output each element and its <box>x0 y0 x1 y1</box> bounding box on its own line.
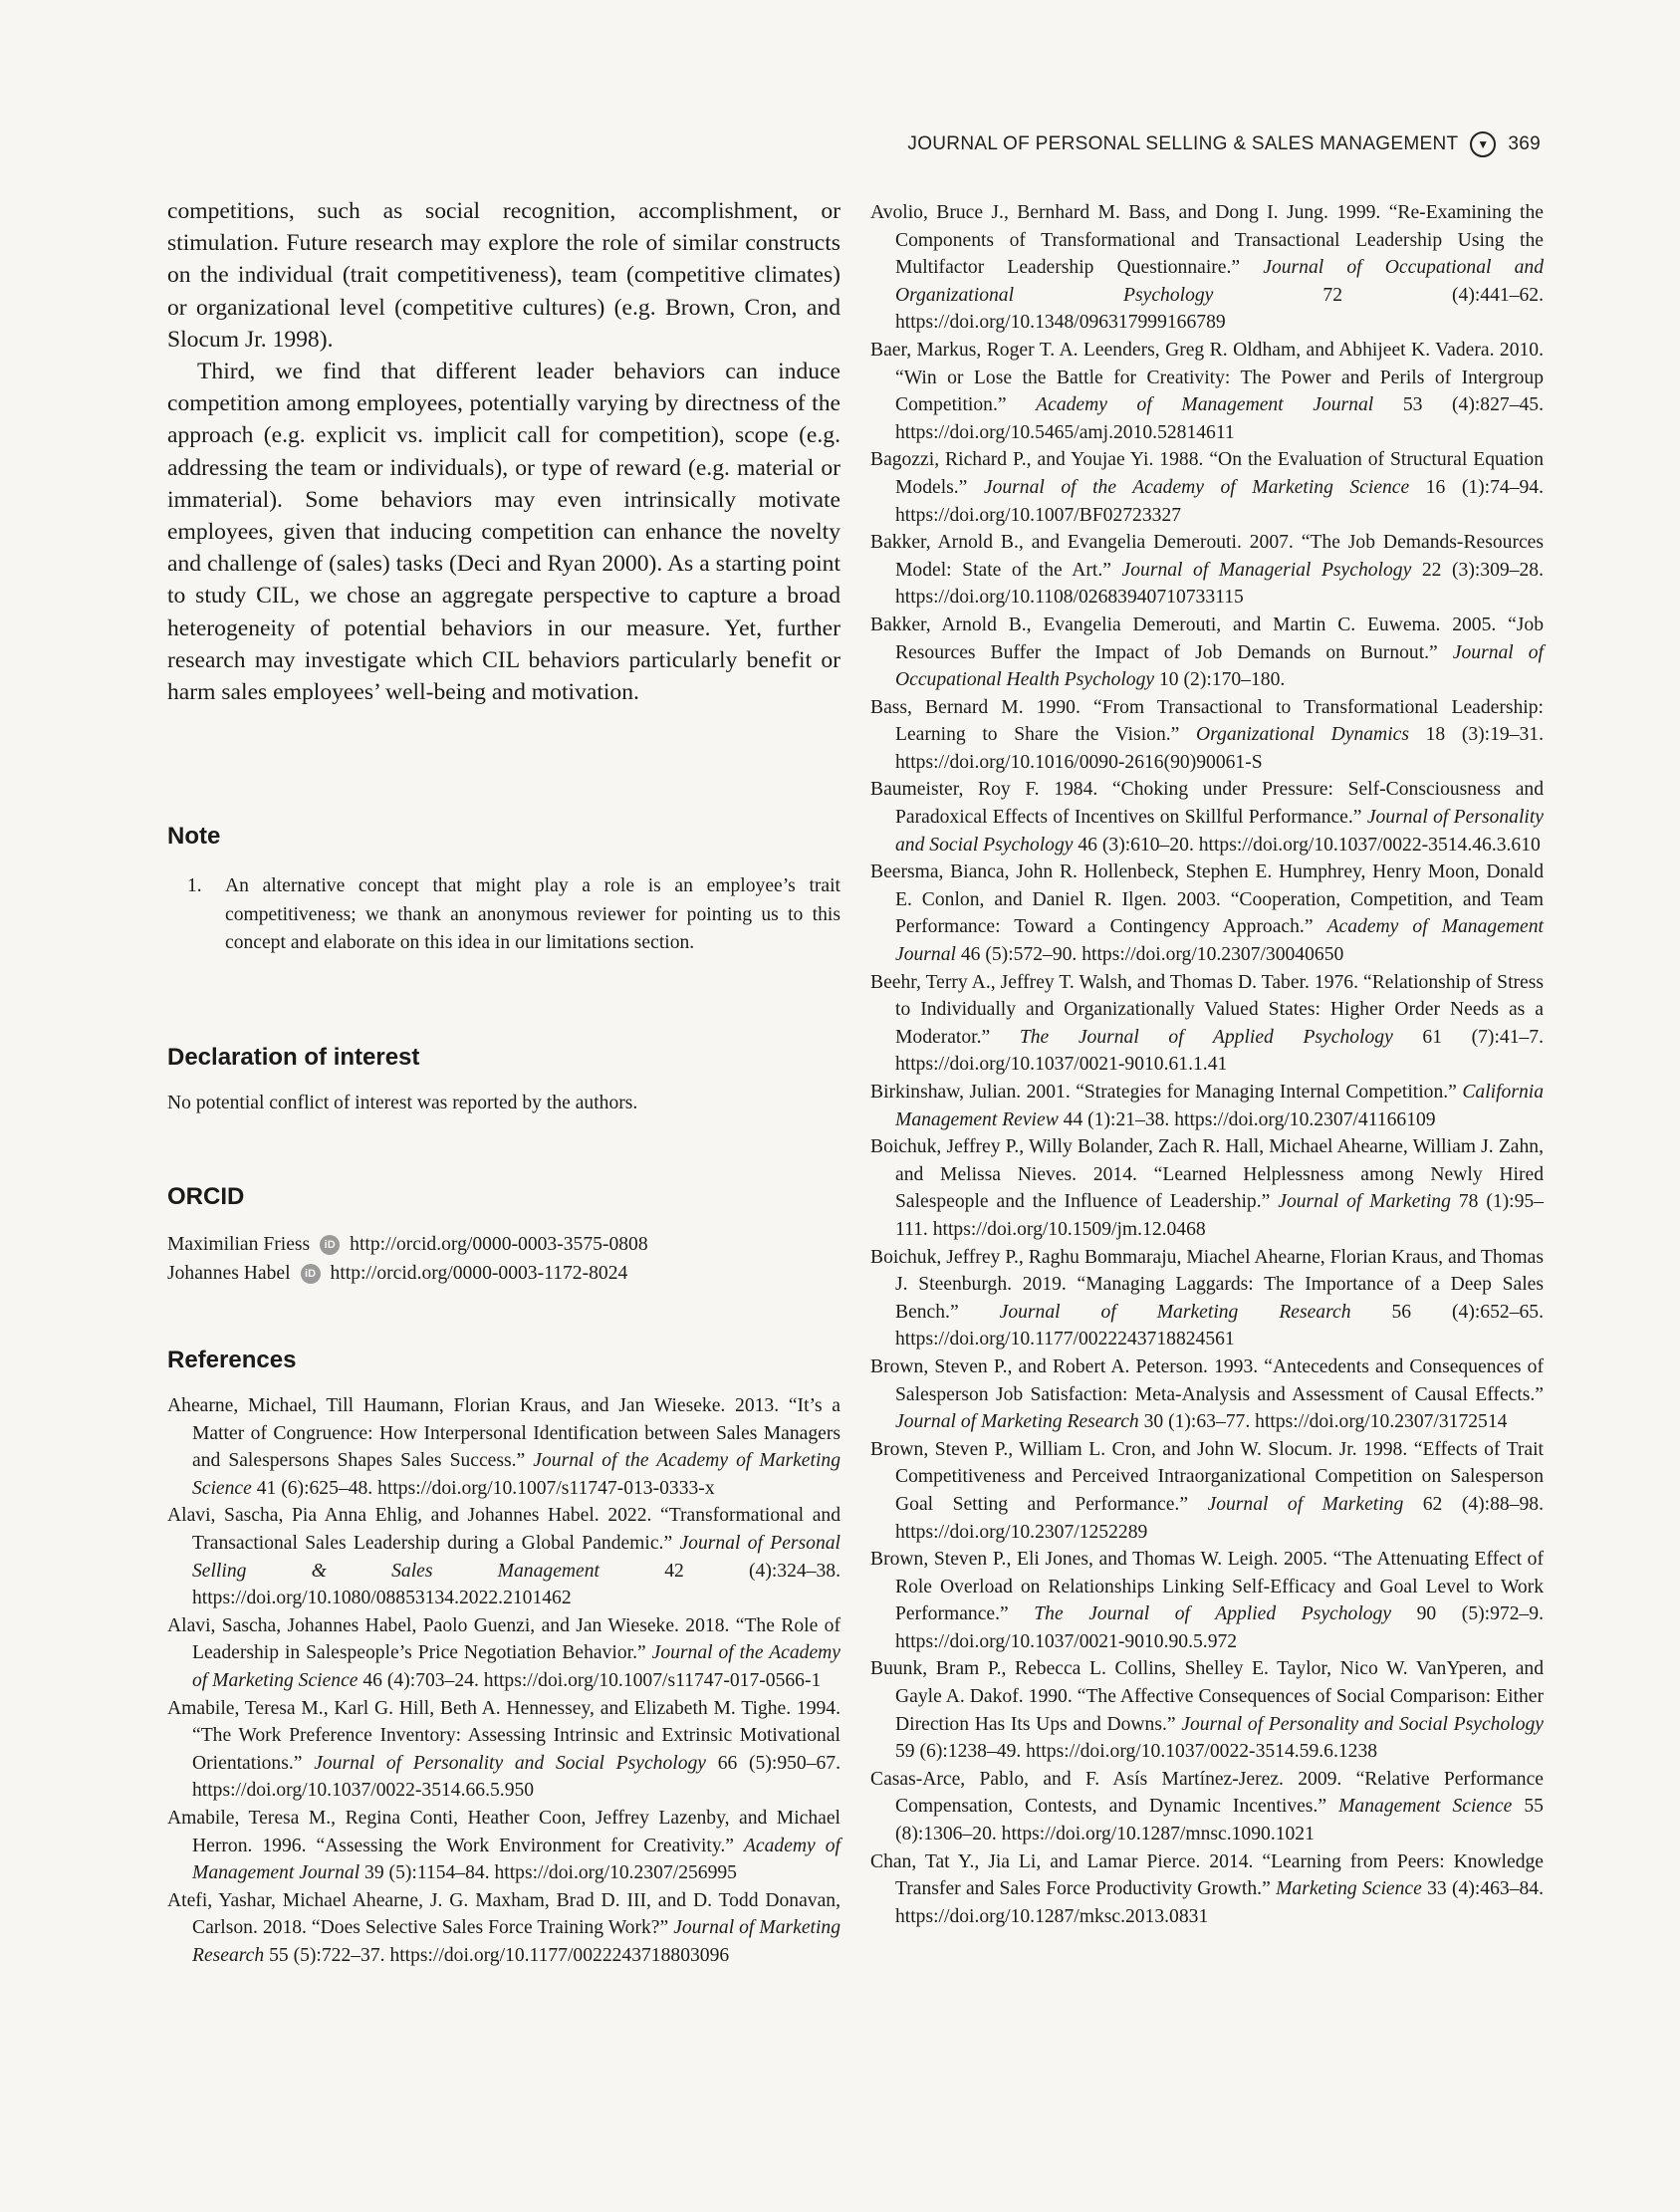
reference-text: Beersma, Bianca, John R. Hollenbeck, Stephen E. Humphrey, Henry Moon, Donald E. Conlon, and Daniel R. Ilgen. 2003. “Cooperation, Competition, and Team Performance: Toward a Contingency Approach.” <box>870 861 1544 938</box>
reference-journal: Academy of Management Journal <box>192 1835 840 1884</box>
reference-entry <box>870 1133 1544 1243</box>
reference-text: Bakker, Arnold B., and Evangelia Demerouti. 2007. “The Job Demands-Resources Model: State of the Art.” <box>870 532 1544 581</box>
reference-details: 46 (5):572–90. https://doi.org/10.2307/30040650 <box>955 944 1344 966</box>
left-column <box>167 195 841 1966</box>
reference-journal: Journal of Personality and Social Psychology <box>895 807 1544 856</box>
reference-text: Baer, Markus, Roger T. A. Leenders, Greg R. Oldham, and Abhijeet K. Vadera. 2010. “Win or Lose the Battle for Creativity: The Power and Perils of Intergroup Competition.” <box>870 339 1544 416</box>
reference-text: Atefi, Yashar, Michael Ahearne, J. G. Maxham, Brad D. III, and D. Todd Donavan, Carlson. 2018. “Does Selective Sales Force Training Work?” <box>167 1889 840 1939</box>
reference-entry <box>870 694 1544 777</box>
reference-details: 55 (8):1306–20. https://doi.org/10.1287/mnsc.1090.1021 <box>895 1796 1544 1845</box>
reference-details: 53 (4):827–45. https://doi.org/10.5465/amj.2010.52814611 <box>895 394 1544 443</box>
reference-entry <box>870 529 1544 612</box>
reference-entry <box>870 612 1544 694</box>
journal-logo-icon: ▼ <box>1470 131 1496 157</box>
reference-entry <box>870 1436 1544 1546</box>
reference-entry <box>870 1766 1544 1848</box>
reference-text: Bagozzi, Richard P., and Youjae Yi. 1988. “On the Evaluation of Structural Equation Models.” <box>870 449 1544 498</box>
reference-text: Alavi, Sascha, Pia Anna Ehlig, and Johannes Habel. 2022. “Transformational and Transactional Sales Leadership during a Global Pandemic.” <box>167 1505 840 1554</box>
reference-entry <box>870 1546 1544 1655</box>
reference-details: 90 (5):972–9. https://doi.org/10.1037/0021-9010.90.5.972 <box>895 1603 1544 1652</box>
reference-entry <box>870 199 1544 337</box>
reference-journal: Academy of Management Journal <box>1036 394 1374 416</box>
reference-journal: Journal of Marketing Research <box>895 1411 1139 1433</box>
declaration-text: No potential conflict of interest was reported by the authors. <box>167 1093 638 1113</box>
reference-journal: Journal of Marketing <box>1207 1493 1404 1515</box>
reference-entry <box>870 776 1544 859</box>
reference-text: Casas-Arce, Pablo, and F. Asís Martínez-Jerez. 2009. “Relative Performance Compensation, Contests, and Dynamic Incentives.” <box>870 1768 1544 1818</box>
reference-details: 46 (4):703–24. https://doi.org/10.1007/s11747-017-0566-1 <box>358 1669 822 1691</box>
reference-text: Bakker, Arnold B., Evangelia Demerouti, and Martin C. Euwema. 2005. “Job Resources Buffer the Impact of Job Demands on Burnout.” <box>870 614 1544 663</box>
reference-entry <box>870 1244 1544 1353</box>
reference-entry <box>870 1079 1544 1133</box>
declaration-heading: Declaration of interest <box>167 1044 420 1071</box>
paragraph-continued: competitions, such as social recognition, accomplishment, or stimulation. Future research may explore the role of similar constructs on the individual (trait competitiveness), team (competitive climates) or organizational level (competitive cultures) (e.g. Brown, Cron, and Slocum Jr. 1998). <box>167 198 840 353</box>
reference-details: 56 (4):652–65. https://doi.org/10.1177/0022243718824561 <box>895 1301 1544 1351</box>
reference-text: Amabile, Teresa M., Regina Conti, Heather Coon, Jeffrey Lazenby, and Michael Herron. 1996. “Assessing the Work Environment for Creativity.” <box>167 1807 840 1856</box>
reference-journal: Journal of Personality and Social Psychology <box>314 1752 706 1774</box>
reference-details: 39 (5):1154–84. https://doi.org/10.2307/256995 <box>360 1862 737 1884</box>
note-item <box>167 872 840 958</box>
reference-journal: Journal of Personal Selling & Sales Management <box>192 1532 841 1582</box>
reference-entry <box>167 1392 840 1502</box>
reference-details: 41 (6):625–48. https://doi.org/10.1007/s11747-013-0333-x <box>251 1477 715 1499</box>
reference-journal: Journal of the Academy of Marketing Science <box>192 1450 840 1499</box>
reference-entry <box>870 446 1544 529</box>
journal-title: JOURNAL OF PERSONAL SELLING & SALES MANAGEMENT <box>907 133 1459 154</box>
reference-text: Boichuk, Jeffrey P., Raghu Bommaraju, Miachel Ahearne, Florian Kraus, and Thomas J. Steenburgh. 2019. “Managing Laggards: The Importance of a Deep Sales Bench.” <box>870 1246 1544 1323</box>
reference-details: 30 (1):63–77. https://doi.org/10.2307/3172514 <box>1138 1411 1508 1433</box>
note-section <box>167 823 840 958</box>
reference-details: 33 (4):463–84. https://doi.org/10.1287/mksc.2013.0831 <box>895 1878 1544 1927</box>
reference-entry <box>870 1655 1544 1765</box>
reference-journal: Journal of Marketing Research <box>192 1917 840 1966</box>
reference-details: 22 (3):309–28. https://doi.org/10.1108/02683940710733115 <box>895 559 1544 609</box>
declaration-section <box>167 1044 840 1118</box>
orcid-entry <box>167 1231 840 1260</box>
reference-journal: California Management Review <box>895 1082 1544 1130</box>
orcid-section <box>167 1183 840 1288</box>
reference-text: Beehr, Terry A., Jeffrey T. Walsh, and Thomas D. Taber. 1976. “Relationship of Stress to Individually and Organizationally Valued States: Higher Order Needs as a Moderator.” <box>870 971 1544 1048</box>
reference-journal: Journal of Occupational and Organizational Psychology <box>895 257 1544 306</box>
reference-text: Brown, Steven P., Eli Jones, and Thomas W. Leigh. 2005. “The Attenuating Effect of Role Overload on Relationships Linking Self-Efficacy and Goal Level to Work Performance.” <box>870 1549 1544 1625</box>
reference-journal: Journal of Marketing <box>1278 1191 1451 1213</box>
reference-entry <box>167 1805 840 1887</box>
reference-journal: The Journal of Applied Psychology <box>1019 1026 1393 1048</box>
reference-text: Birkinshaw, Julian. 2001. “Strategies for Managing Internal Competition.” <box>870 1082 1463 1103</box>
references-list-right <box>870 199 1544 1930</box>
reference-details: 61 (7):41–7. https://doi.org/10.1037/0021-9010.61.1.41 <box>895 1026 1544 1076</box>
orcid-link[interactable]: http://orcid.org/0000-0003-1172-8024 <box>330 1262 628 1284</box>
reference-details: 66 (5):950–67. https://doi.org/10.1037/0022-3514.66.5.950 <box>192 1752 841 1802</box>
references-section <box>167 1347 840 1969</box>
note-number: 1. <box>187 875 202 896</box>
reference-entry <box>870 1848 1544 1931</box>
note-text: An alternative concept that might play a role is an employee’s trait competitiveness; we thank an anonymous reviewer for pointing us to this concept and elaborate on this idea in our limitations section. <box>225 875 840 953</box>
reference-journal: Organizational Dynamics <box>1195 724 1409 746</box>
reference-text: Brown, Steven P., William L. Cron, and John W. Slocum. Jr. 1998. “Effects of Trait Competitiveness and Perceived Intraorganizational Competition on Salesperson Goal Setting and Performance.” <box>870 1438 1544 1515</box>
reference-journal: The Journal of Applied Psychology <box>1034 1603 1392 1625</box>
orcid-name: Johannes Habel <box>167 1262 291 1284</box>
note-heading: Note <box>167 823 221 850</box>
reference-entry <box>870 969 1544 1079</box>
reference-text: Avolio, Bruce J., Bernhard M. Bass, and Dong I. Jung. 1999. “Re-Examining the Components of Transformational and Transactional Leadership Using the Multifactor Leadership Questionnaire.” <box>870 202 1544 279</box>
reference-entry <box>167 1612 840 1695</box>
reference-text: Boichuk, Jeffrey P., Willy Bolander, Zach R. Hall, Michael Ahearne, William J. Zahn, and Melissa Nieves. 2014. “Learned Helplessness among Newly Hired Salespeople and the Influence of Leadership.” <box>870 1136 1544 1213</box>
reference-details: 16 (1):74–94. https://doi.org/10.1007/BF02723327 <box>895 476 1544 526</box>
reference-journal: Journal of Managerial Psychology <box>1121 559 1412 581</box>
reference-details: 72 (4):441–62. https://doi.org/10.1348/096317999166789 <box>895 284 1544 334</box>
reference-details: 55 (5):722–37. https://doi.org/10.1177/0022243718803096 <box>264 1944 730 1966</box>
orcid-icon: iD <box>301 1264 321 1284</box>
reference-text: Amabile, Teresa M., Karl G. Hill, Beth A. Hennessey, and Elizabeth M. Tighe. 1994. “The Work Preference Inventory: Assessing Intrinsic and Extrinsic Motivational Orientations.” <box>167 1697 840 1774</box>
reference-details: 46 (3):610–20. https://doi.org/10.1037/0022-3514.46.3.610 <box>1073 834 1541 856</box>
reference-entry <box>167 1695 840 1805</box>
running-header <box>907 131 1541 157</box>
references-list-left <box>167 1392 840 1969</box>
reference-details: 10 (2):170–180. <box>1154 669 1286 691</box>
reference-text: Alavi, Sascha, Johannes Habel, Paolo Guenzi, and Jan Wieseke. 2018. “The Role of Leadership in Salespeople’s Price Negotiation Behavior.” <box>167 1614 840 1664</box>
right-column <box>870 199 1544 1930</box>
orcid-name: Maximilian Friess <box>167 1234 311 1255</box>
reference-journal: Journal of the Academy of Marketing Science <box>192 1642 840 1691</box>
reference-details: 42 (4):324–38. https://doi.org/10.1080/08853134.2022.2101462 <box>192 1560 840 1609</box>
orcid-entry <box>167 1260 840 1289</box>
orcid-list <box>167 1231 840 1288</box>
reference-journal: Marketing Science <box>1276 1878 1422 1900</box>
reference-entry <box>167 1887 840 1970</box>
reference-details: 62 (4):88–98. https://doi.org/10.2307/1252289 <box>895 1493 1544 1543</box>
references-heading: References <box>167 1347 297 1373</box>
note-list <box>167 872 840 958</box>
orcid-heading: ORCID <box>167 1183 245 1210</box>
reference-text: Buunk, Bram P., Rebecca L. Collins, Shelley E. Taylor, Nico W. VanYperen, and Gayle A. Dakof. 1990. “The Affective Consequences of Social Comparison: Either Direction Has Its Ups and Downs.” <box>870 1658 1544 1735</box>
page-number: 369 <box>1508 133 1541 154</box>
reference-text: Ahearne, Michael, Till Haumann, Florian Kraus, and Jan Wieseke. 2013. “It’s a Matter of Congruence: How Interpersonal Identification between Sales Managers and Salespersons Shapes Sales Success.” <box>167 1395 840 1472</box>
orcid-link[interactable]: http://orcid.org/0000-0003-3575-0808 <box>350 1234 648 1255</box>
reference-entry <box>870 337 1544 446</box>
reference-text: Chan, Tat Y., Jia Li, and Lamar Pierce. 2014. “Learning from Peers: Knowledge Transfer and Sales Force Productivity Growth.” <box>870 1850 1544 1900</box>
reference-journal: Journal of Marketing Research <box>999 1301 1351 1323</box>
reference-details: 59 (6):1238–49. https://doi.org/10.1037/0022-3514.59.6.1238 <box>895 1741 1378 1763</box>
reference-entry <box>870 859 1544 968</box>
paragraph-third: Third, we find that different leader behaviors can induce competition among employees, potentially varying by directness of the approach (e.g. explicit vs. implicit call for competition), scope (e.g. addressing the team or individuals), or type of reward (e.g. material or immaterial). Some behaviors may even intrinsically motivate employees, given that inducing competition can enhance the novelty and challenge of (sales) tasks (Deci and Ryan 2000). As a starting point to study CIL, we chose an aggregate perspective to capture a broad heterogeneity of potential behaviors in our measure. Yet, further research may investigate which CIL behaviors particularly benefit or harm sales employees’ well-being and motivation. <box>167 359 840 706</box>
reference-journal: Journal of Personality and Social Psychology <box>1181 1713 1544 1735</box>
reference-journal: Journal of Occupational Health Psychology <box>895 641 1544 691</box>
reference-journal: Academy of Management Journal <box>895 916 1544 966</box>
reference-journal: Journal of the Academy of Marketing Science <box>983 476 1410 498</box>
reference-text: Baumeister, Roy F. 1984. “Choking under Pressure: Self-Consciousness and Paradoxical Effects of Incentives on Skillful Performance.” <box>870 779 1544 829</box>
reference-journal: Management Science <box>1338 1796 1513 1818</box>
reference-entry <box>167 1502 840 1611</box>
reference-entry <box>870 1353 1544 1436</box>
reference-details: 18 (3):19–31. https://doi.org/10.1016/0090-2616(90)90061-S <box>895 724 1545 773</box>
reference-details: 78 (1):95–111. https://doi.org/10.1509/jm.12.0468 <box>895 1191 1545 1240</box>
reference-text: Bass, Bernard M. 1990. “From Transactional to Transformational Leadership: Learning to Share the Vision.” <box>870 696 1544 746</box>
reference-text: Brown, Steven P., and Robert A. Peterson. 1993. “Antecedents and Consequences of Salesperson Job Satisfaction: Meta-Analysis and Assessment of Causal Effects.” <box>870 1355 1544 1405</box>
orcid-icon: iD <box>320 1235 340 1255</box>
reference-details: 44 (1):21–38. https://doi.org/10.2307/41166109 <box>1058 1108 1436 1130</box>
